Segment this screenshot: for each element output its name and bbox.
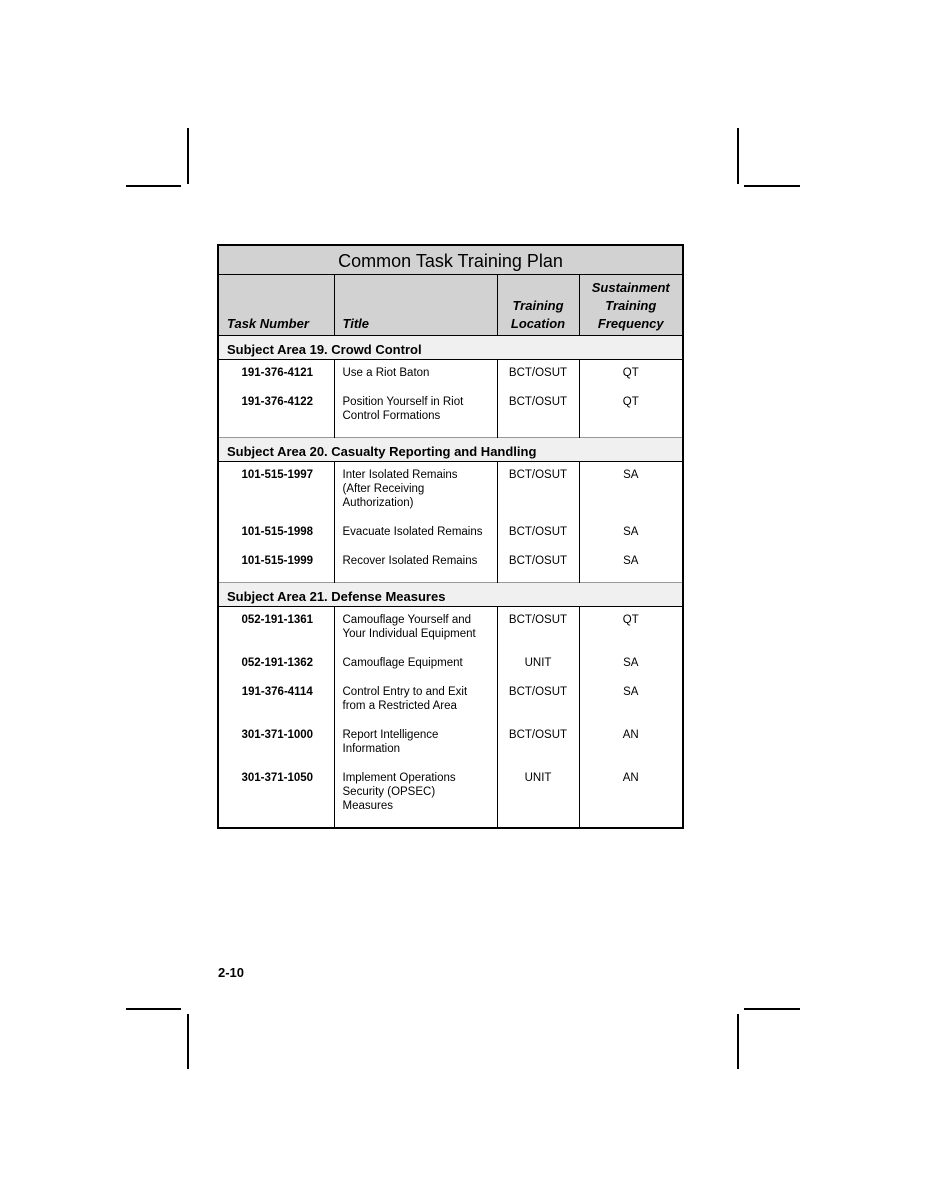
crop-mark-bottom-left-vertical <box>187 1014 189 1069</box>
header-training-location: Training Location <box>497 275 579 336</box>
task-number: 191-376-4122 <box>218 395 334 438</box>
subject-area-heading: Subject Area 19. Crowd Control <box>218 336 683 360</box>
task-title: Camouflage Equipment <box>334 656 497 685</box>
crop-mark-top-left-vertical <box>187 128 189 184</box>
crop-mark-top-right-vertical <box>737 128 739 184</box>
table-row <box>218 685 683 728</box>
task-title: Evacuate Isolated Remains <box>334 525 497 554</box>
training-frequency: QT <box>622 396 639 408</box>
table-row <box>218 525 683 554</box>
training-frequency: AN <box>622 772 639 784</box>
training-frequency: SA <box>623 555 639 567</box>
training-frequency: QT <box>622 614 639 626</box>
header-task-number: Task Number <box>218 275 334 336</box>
task-number: 101-515-1997 <box>218 462 334 526</box>
training-frequency: SA <box>623 686 639 698</box>
training-frequency: QT <box>622 367 639 379</box>
table-row <box>218 360 683 396</box>
training-frequency: AN <box>622 729 639 741</box>
task-title: Inter Isolated Remains (After Receiving Authorization) <box>334 462 497 526</box>
table-row <box>218 395 683 438</box>
task-number: 052-191-1362 <box>218 656 334 685</box>
task-title: Report Intelligence Information <box>334 728 497 771</box>
training-location: BCT/OSUT <box>497 607 579 657</box>
training-location: BCT/OSUT <box>497 525 579 554</box>
training-location: BCT/OSUT <box>497 685 579 728</box>
header-sustainment-frequency: Sustainment Training Frequency <box>579 275 683 336</box>
task-number: 191-376-4114 <box>218 685 334 728</box>
training-frequency: SA <box>623 469 639 481</box>
crop-mark-top-left-horizontal <box>126 185 181 187</box>
task-title: Recover Isolated Remains <box>334 554 497 583</box>
training-location: UNIT <box>497 771 579 828</box>
task-title: Use a Riot Baton <box>334 360 497 396</box>
training-location: BCT/OSUT <box>497 728 579 771</box>
task-title: Implement Operations Security (OPSEC) Measures <box>334 771 497 828</box>
training-frequency: SA <box>623 657 639 669</box>
task-title: Position Yourself in Riot Control Formations <box>334 395 497 438</box>
task-number: 301-371-1050 <box>218 771 334 828</box>
table-row <box>218 656 683 685</box>
subject-area-heading: Subject Area 21. Defense Measures <box>218 583 683 607</box>
task-title: Control Entry to and Exit from a Restricted Area <box>334 685 497 728</box>
table-row <box>218 728 683 771</box>
training-location: BCT/OSUT <box>497 360 579 396</box>
table-row <box>218 607 683 657</box>
training-location: BCT/OSUT <box>497 462 579 526</box>
page-number: 2-10 <box>218 965 245 980</box>
crop-mark-top-right-horizontal <box>744 185 800 187</box>
crop-mark-bottom-left-horizontal <box>126 1008 181 1010</box>
training-plan-table <box>217 244 684 829</box>
table-title: Common Task Training Plan <box>218 245 683 275</box>
training-location: UNIT <box>497 656 579 685</box>
training-frequency: SA <box>623 526 639 538</box>
training-location: BCT/OSUT <box>497 395 579 438</box>
table-row <box>218 554 683 583</box>
task-title: Camouflage Yourself and Your Individual Equipment <box>334 607 497 657</box>
task-number: 191-376-4121 <box>218 360 334 396</box>
task-number: 301-371-1000 <box>218 728 334 771</box>
task-number: 101-515-1999 <box>218 554 334 583</box>
table-row <box>218 462 683 526</box>
task-number: 052-191-1361 <box>218 607 334 657</box>
training-location: BCT/OSUT <box>497 554 579 583</box>
header-title: Title <box>334 275 497 336</box>
crop-mark-bottom-right-horizontal <box>744 1008 800 1010</box>
table-row <box>218 771 683 828</box>
crop-mark-bottom-right-vertical <box>737 1014 739 1069</box>
task-number: 101-515-1998 <box>218 525 334 554</box>
subject-area-heading: Subject Area 20. Casualty Reporting and Handling <box>218 438 683 462</box>
